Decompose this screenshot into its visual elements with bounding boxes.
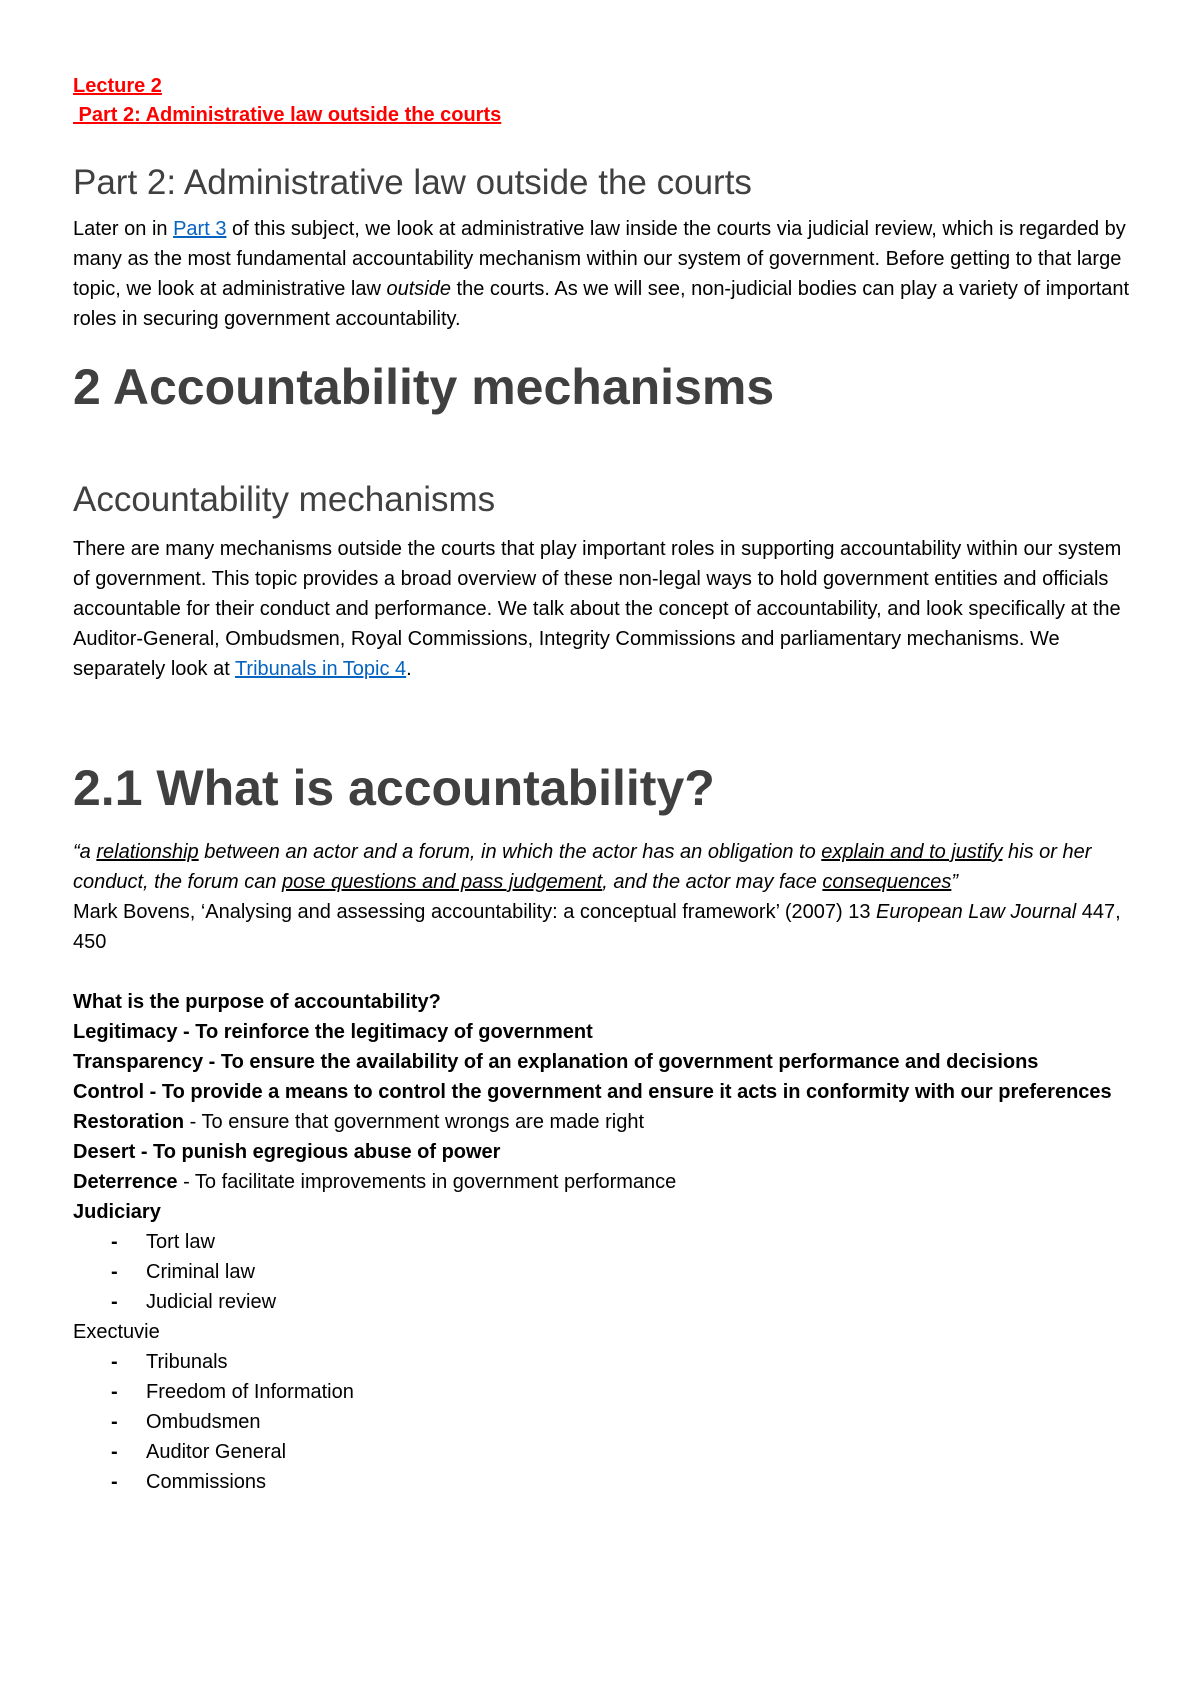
deterrence-label: Deterrence — [73, 1171, 178, 1193]
purpose-transparency: Transparency - To ensure the availability of an explanation of government performance and decisions — [73, 1051, 1039, 1073]
list-item: - Tort law — [73, 1227, 1133, 1257]
citation-text: Mark Bovens, ‘Analysing and assessing accountability: a conceptual framework’ (2007) 13 — [73, 901, 877, 923]
tribunals-topic-4-link[interactable]: Tribunals in Topic 4 — [234, 658, 407, 680]
quote-underline-questions: pose questions and pass judgement — [282, 871, 603, 893]
lecture-label: Lecture 2 — [73, 75, 162, 97]
list-item: - Judicial review — [73, 1287, 1133, 1317]
bovens-quote — [73, 837, 1133, 897]
purpose-list — [73, 987, 1133, 1197]
intro-text-3: the courts. As we will see, non-judicial bodies can play a variety of important roles in securing government accountability. — [73, 278, 1130, 330]
intro-paragraph — [73, 214, 1133, 334]
restoration-label: Restoration — [73, 1111, 185, 1133]
citation-pages: 447, 450 — [73, 901, 1121, 953]
quote-text-4: , and the actor may face — [602, 871, 823, 893]
executive-list — [73, 1347, 1133, 1497]
list-item: - Tribunals — [73, 1347, 1133, 1377]
judiciary-list — [73, 1227, 1133, 1317]
quote-text-1: “a — [73, 841, 97, 863]
list-item: - Auditor General — [73, 1437, 1133, 1467]
list-item: - Commissions — [73, 1467, 1133, 1497]
deterrence-text: - To facilitate improvements in government performance — [177, 1171, 677, 1193]
quote-text-2: between an actor and a forum, in which the actor has an obligation to — [198, 841, 822, 863]
quote-text-5: ” — [951, 871, 959, 893]
document-content — [73, 72, 1133, 1497]
executive-label: Exectuvie — [73, 1321, 160, 1343]
quote-underline-explain: explain and to justify — [821, 841, 1003, 863]
mechanisms-text: There are many mechanisms outside the courts that play important roles in supporting accountability within our system of government. This topic provides a broad overview of these non-legal ways to hold government entities and officials accountable for their conduct and performance. We talk about the concept of accountability, and look specifically at the Auditor-General, Ombudsmen, Royal Commissions, Integrity Commissions and parliamentary mechanisms. We separately look at — [73, 538, 1122, 680]
purpose-restoration — [73, 1107, 1133, 1137]
section-heading-what-is-accountability: 2.1 What is accountability? — [73, 760, 715, 816]
purpose-question: What is the purpose of accountability? — [73, 991, 441, 1013]
purpose-control: Control - To provide a means to control the government and ensure it acts in conformity with our preferences — [73, 1081, 1112, 1103]
restoration-text: - To ensure that government wrongs are made right — [184, 1111, 644, 1133]
purpose-deterrence — [73, 1167, 1133, 1197]
list-item: - Criminal law — [73, 1257, 1133, 1287]
purpose-legitimacy: Legitimacy - To reinforce the legitimacy of government — [73, 1021, 593, 1043]
intro-emphasis: outside — [386, 278, 451, 300]
mechanisms-end: . — [406, 658, 412, 680]
bovens-citation — [73, 897, 1133, 957]
quote-underline-consequences: consequences — [822, 871, 952, 893]
quote-text-3: his or her conduct, the forum can — [73, 841, 1092, 893]
intro-text-1: Later on in — [73, 218, 174, 240]
part-3-link[interactable]: Part 3 — [173, 218, 227, 240]
mechanisms-paragraph — [73, 534, 1133, 684]
section-heading-accountability-mechanisms: 2 Accountability mechanisms — [73, 359, 775, 415]
quote-underline-relationship: relationship — [96, 841, 199, 863]
list-item: - Freedom of Information — [73, 1377, 1133, 1407]
subheading-accountability-mechanisms: Accountability mechanisms — [73, 480, 496, 519]
judiciary-label: Judiciary — [73, 1201, 161, 1223]
part-subtitle: Part 2: Administrative law outside the courts — [73, 104, 502, 126]
part-title: Part 2: Administrative law outside the courts — [73, 163, 752, 202]
citation-journal: European Law Journal — [876, 901, 1077, 923]
list-item: - Ombudsmen — [73, 1407, 1133, 1437]
intro-text-2: of this subject, we look at administrative law inside the courts via judicial review, which is regarded by many as the most fundamental accountability mechanism within our system of government. Before getting to that large topic, we look at administrative law — [73, 218, 1126, 300]
purpose-desert: Desert - To punish egregious abuse of power — [73, 1141, 501, 1163]
